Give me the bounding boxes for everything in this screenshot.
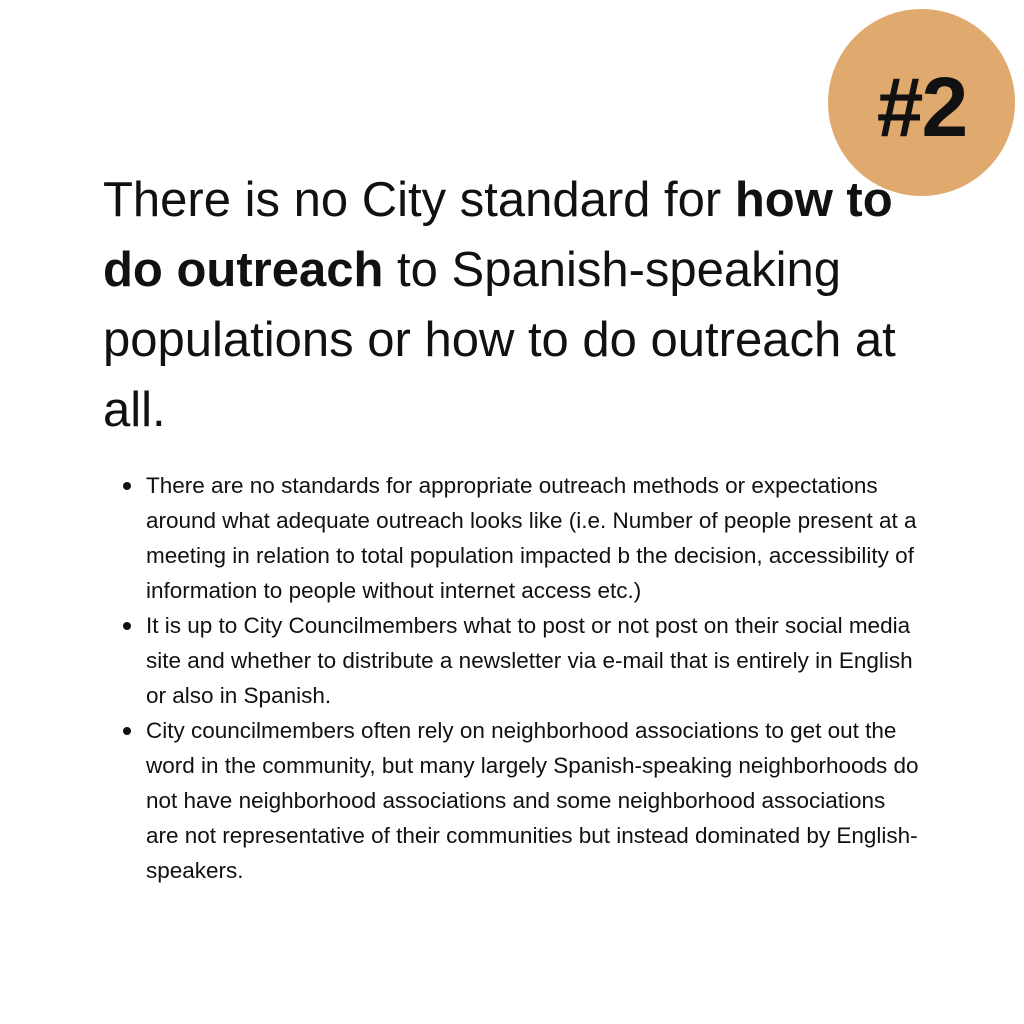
badge-number: #2: [876, 60, 967, 154]
bullet-icon: [123, 727, 131, 735]
bullet-text: There are no standards for appropriate outreach methods or expectations around what adequate outreach looks like (i.e. Number of people present at a meeting in relation to total population impacted b the decision, accessibility of information to people without internet access etc.): [146, 473, 917, 603]
headline-emphasis: how to do outreach: [103, 173, 893, 297]
bullet-text: It is up to City Councilmembers what to post or not post on their social media site and whether to distribute a newsletter via e-mail that is entirely in English or also in Spanish.: [146, 613, 913, 708]
bullet-item: [120, 608, 920, 713]
bullet-text: City councilmembers often rely on neighborhood associations to get out the word in the community, but many largely Spanish-speaking neighborhoods do not have neighborhood associations and some neighborhood associations are not representative of their communities but instead dominated by English-speakers.: [146, 718, 919, 883]
headline-text-start: There is no City standard for: [103, 173, 735, 227]
bullet-icon: [123, 482, 131, 490]
headline-text-end: to Spanish-speaking populations or how to do outreach at all.: [103, 243, 896, 437]
bullet-item: [120, 468, 920, 608]
headline: [103, 165, 923, 445]
bullet-item: [120, 713, 920, 888]
bullet-list: [120, 468, 920, 888]
bullet-icon: [123, 622, 131, 630]
